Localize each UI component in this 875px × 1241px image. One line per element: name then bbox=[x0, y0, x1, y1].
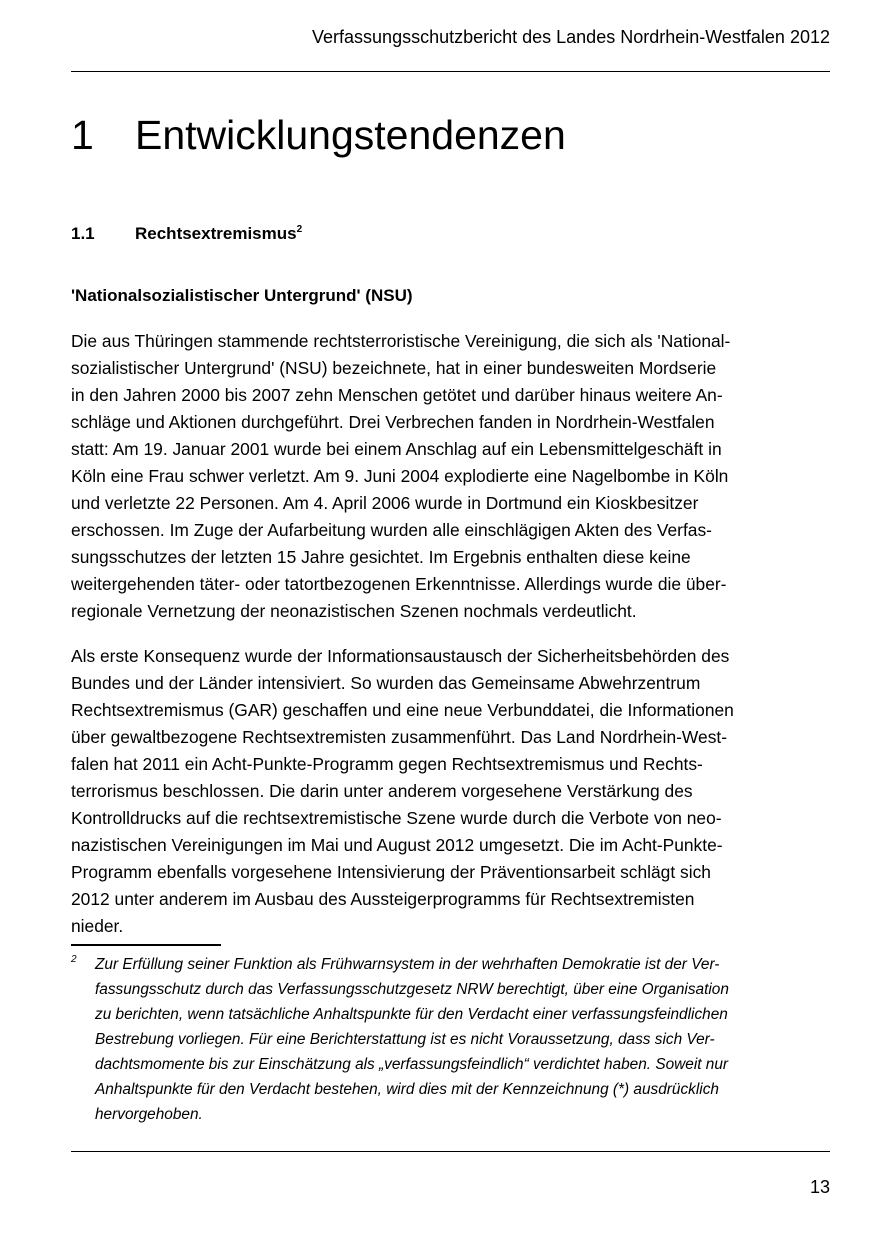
paragraph-line: Bundes und der Länder intensiviert. So wurden das Gemeinsame Abwehrzentrum bbox=[71, 673, 701, 693]
paragraph-line: Programm ebenfalls vorgesehene Intensivierung der Präventionsarbeit schlägt sich bbox=[71, 862, 711, 882]
section-number: 1.1 bbox=[71, 224, 95, 243]
footnote-line: Bestrebung vorliegen. Für eine Berichterstattung ist es nicht Voraussetzung, dass sich Ver- bbox=[95, 1031, 715, 1048]
paragraph-line: Als erste Konsequenz wurde der Informationsaustausch der Sicherheitsbehörden des bbox=[71, 646, 730, 666]
paragraph-line: 2012 unter anderem im Ausbau des Aussteigerprogramms für Rechtsextremisten bbox=[71, 889, 695, 909]
paragraph-line: statt: Am 19. Januar 2001 wurde bei einem Anschlag auf ein Lebensmittelgeschäft in bbox=[71, 439, 722, 459]
paragraph-line: sozialistischer Untergrund' (NSU) bezeichnete, hat in einer bundesweiten Mordserie bbox=[71, 358, 717, 378]
footnote-line: fassungsschutz durch das Verfassungsschutzgesetz NRW berechtigt, über eine Organisation bbox=[95, 981, 729, 998]
footnote-separator bbox=[71, 944, 221, 946]
paragraph-line: Die aus Thüringen stammende rechtsterroristische Vereinigung, die sich als 'National- bbox=[71, 331, 731, 351]
footnote-line: zu berichten, wenn tatsächliche Anhaltspunkte für den Verdacht einer verfassungsfeindlichen bbox=[95, 1006, 728, 1023]
footnote-line: Anhaltspunkte für den Verdacht bestehen, wird dies mit der Kennzeichnung (*) ausdrücklich bbox=[95, 1081, 719, 1098]
section-heading bbox=[71, 223, 302, 245]
paragraph-line: falen hat 2011 ein Acht-Punkte-Programm gegen Rechtsextremismus und Rechts- bbox=[71, 754, 703, 774]
paragraph-line: Kontrolldrucks auf die rechtsextremistische Szene wurde durch die Verbote von neo- bbox=[71, 808, 722, 828]
footer-rule bbox=[71, 1151, 830, 1152]
footnote-marker: 2 bbox=[71, 954, 77, 965]
paragraph-line: nazistischen Vereinigungen im Mai und August 2012 umgesetzt. Die im Acht-Punkte- bbox=[71, 835, 723, 855]
page-number: 13 bbox=[809, 1177, 830, 1197]
paragraph-line: schläge und Aktionen durchgeführt. Drei Verbrechen fanden in Nordrhein-Westfalen bbox=[71, 412, 715, 432]
section-title: Rechtsextremismus bbox=[135, 224, 297, 243]
chapter-title: Entwicklungstendenzen bbox=[135, 112, 566, 158]
paragraph-line: terrorismus beschlossen. Die darin unter anderem vorgesehene Verstärkung des bbox=[71, 781, 693, 801]
chapter-heading bbox=[71, 110, 566, 160]
paragraph-1 bbox=[71, 328, 811, 625]
paragraph-line: erschossen. Im Zuge der Aufarbeitung wurden alle einschlägigen Akten des Verfas- bbox=[71, 520, 712, 540]
footnote-line: Zur Erfüllung seiner Funktion als Frühwarnsystem in der wehrhaften Demokratie ist der Ver- bbox=[95, 956, 720, 973]
header-rule bbox=[71, 71, 830, 72]
subheading: 'Nationalsozialistischer Untergrund' (NSU) bbox=[71, 286, 413, 305]
footnote-line: hervorgehoben. bbox=[95, 1106, 203, 1123]
paragraph-line: sungsschutzes der letzten 15 Jahre gesichtet. Im Ergebnis enthalten diese keine bbox=[71, 547, 691, 567]
chapter-number: 1 bbox=[71, 112, 94, 158]
paragraph-line: und verletzte 22 Personen. Am 4. April 2006 wurde in Dortmund ein Kioskbesitzer bbox=[71, 493, 699, 513]
paragraph-line: regionale Vernetzung der neonazistischen Szenen nochmals verdeutlicht. bbox=[71, 601, 637, 621]
paragraph-line: Köln eine Frau schwer verletzt. Am 9. Juni 2004 explodierte eine Nagelbombe in Köln bbox=[71, 466, 729, 486]
footnote-line: dachtsmomente bis zur Einschätzung als „verfassungsfeindlich“ verdichtet haben. Soweit nur bbox=[95, 1056, 729, 1073]
footnote-reference[interactable]: 2 bbox=[296, 224, 303, 235]
paragraph-line: weitergehenden täter- oder tatortbezogenen Erkenntnisse. Allerdings wurde die über- bbox=[71, 574, 727, 594]
paragraph-line: in den Jahren 2000 bis 2007 zehn Menschen getötet und darüber hinaus weitere An- bbox=[71, 385, 723, 405]
footnote-text bbox=[95, 952, 729, 1127]
paragraph-line: nieder. bbox=[71, 916, 124, 936]
running-header: Verfassungsschutzbericht des Landes Nordrhein-Westfalen 2012 bbox=[312, 27, 830, 47]
paragraph-line: über gewaltbezogene Rechtsextremisten zusammenführt. Das Land Nordrhein-West- bbox=[71, 727, 728, 747]
paragraph-line: Rechtsextremismus (GAR) geschaffen und eine neue Verbunddatei, die Informationen bbox=[71, 700, 734, 720]
paragraph-2 bbox=[71, 643, 811, 940]
